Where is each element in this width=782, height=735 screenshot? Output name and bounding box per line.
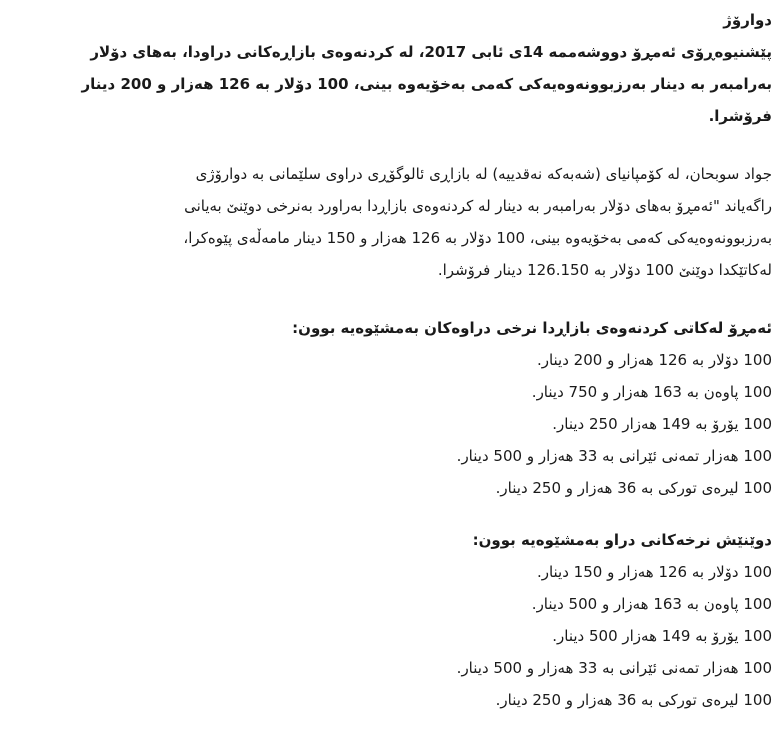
rate-item: 100 یۆرۆ بە 149 هەزار 500 دینار. bbox=[552, 627, 772, 645]
quote-paragraph bbox=[10, 158, 772, 286]
today-rates-heading: ئەمڕۆ لەکاتی کردنەوەی بازاڕدا نرخی دراوەکان بەمشێوەیە بوون: bbox=[292, 319, 772, 337]
lead-paragraph bbox=[10, 36, 772, 132]
yesterday-rates-section bbox=[10, 524, 772, 716]
lead-line: پێشنیوەڕۆی ئەمڕۆ دووشەممە 14ی ئابی 2017، لە کردنەوەی بازاڕەکانی دراودا، بەهای دۆلار bbox=[90, 43, 772, 61]
rate-item: 100 پاوەن بە 163 هەزار و 500 دینار. bbox=[531, 595, 772, 613]
quote-line: راگەیاند "ئەمڕۆ بەهای دۆلار بەرامبەر بە دینار لە کردنەوەی بازاڕدا بەراورد بەنرخی دوێنێ بەیانی bbox=[184, 197, 772, 215]
spacer bbox=[10, 504, 772, 524]
article-location: دوارۆژ bbox=[723, 11, 772, 29]
rate-item: 100 لیرەی تورکی بە 36 هەزار و 250 دینار. bbox=[495, 479, 772, 497]
spacer bbox=[10, 286, 772, 312]
spacer bbox=[10, 132, 772, 158]
today-rates-section bbox=[10, 312, 772, 504]
rate-item: 100 دۆلار بە 126 هەزار و 200 دینار. bbox=[536, 351, 772, 369]
quote-line: جواد سوبحان، لە کۆمپانیای (شەبەکە نەقدییە) لە بازاڕی ئالوگۆڕی دراوی سلێمانی بە دوارۆژی bbox=[195, 165, 772, 183]
quote-line: بەرزبوونەوەیەکی کەمی بەخۆیەوە بینی، 100 دۆلار بە 126 هەزار و 150 دینار مامەڵەی پێوەکرا، bbox=[183, 229, 772, 247]
rate-item: 100 پاوەن بە 163 هەزار و 750 دینار. bbox=[531, 383, 772, 401]
lead-line: بەرامبەر بە دینار بەرزبوونەوەیەکی کەمی بەخۆیەوە بینی، 100 دۆلار بە 126 هەزار و 200 دینار bbox=[81, 75, 772, 93]
quote-line: لەکاتێکدا دوێنێ 100 دۆلار بە 126.150 دینار فرۆشرا. bbox=[437, 261, 772, 279]
rate-item: 100 هەزار تمەنی ئێرانی بە 33 هەزار و 500 دینار. bbox=[456, 659, 772, 677]
rate-item: 100 هەزار تمەنی ئێرانی بە 33 هەزار و 500 دینار. bbox=[456, 447, 772, 465]
rate-item: 100 یۆرۆ بە 149 هەزار 250 دینار. bbox=[552, 415, 772, 433]
yesterday-rates-heading: دوێنێش نرخەکانی دراو بەمشێوەیە بوون: bbox=[472, 531, 772, 549]
lead-line: فرۆشرا. bbox=[708, 107, 772, 125]
rate-item: 100 لیرەی تورکی بە 36 هەزار و 250 دینار. bbox=[495, 691, 772, 709]
rate-item: 100 دۆلار بە 126 هەزار و 150 دینار. bbox=[536, 563, 772, 581]
